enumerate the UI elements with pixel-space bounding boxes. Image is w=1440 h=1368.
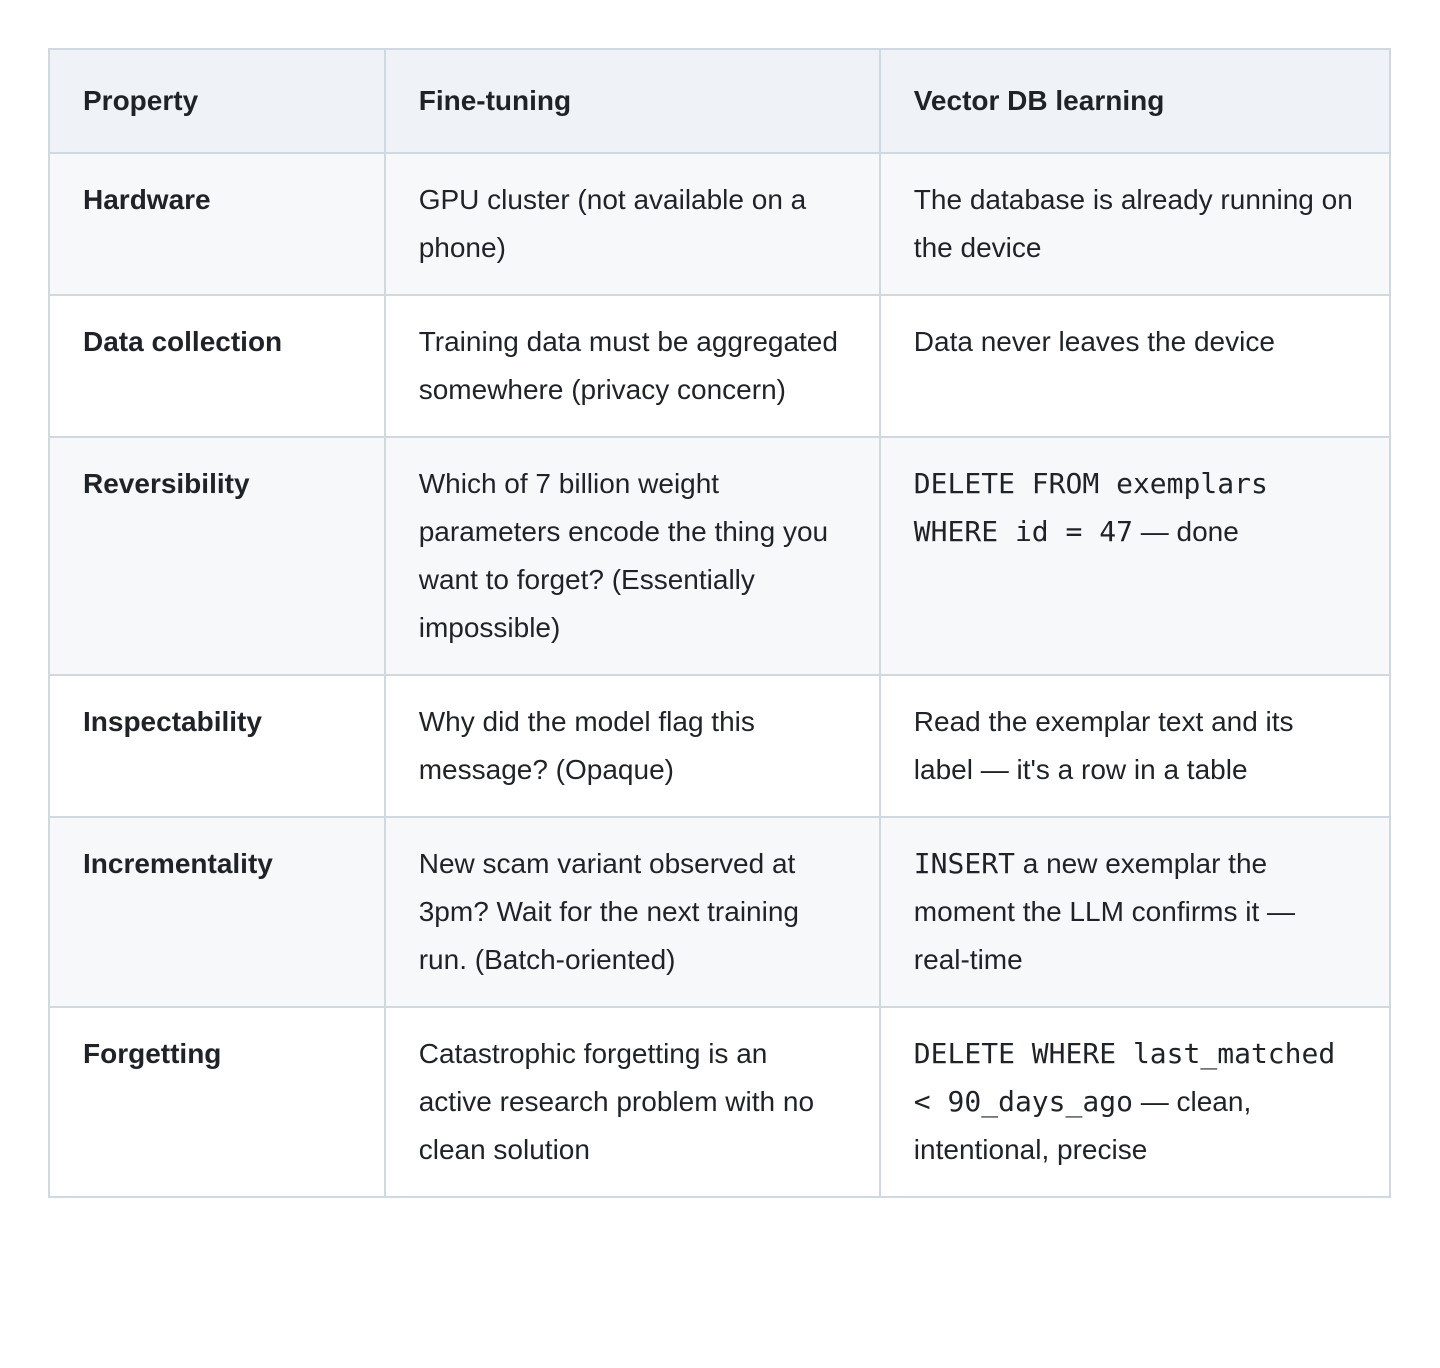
property-cell: Forgetting — [49, 1007, 385, 1197]
table-row — [49, 153, 1390, 295]
table-row — [49, 437, 1390, 675]
header-vector-db: Vector DB learning — [880, 49, 1390, 153]
sql-snippet: INSERT — [913, 847, 1015, 880]
header-row — [49, 49, 1390, 153]
comparison-table — [48, 48, 1391, 1198]
fine-tuning-cell: GPU cluster (not available on a phone) — [385, 153, 880, 295]
table-row — [49, 1007, 1390, 1197]
cell-text: a new exemplar the moment the LLM confirms it — real-time — [913, 848, 1296, 975]
cell-text: The database is already running on the device — [913, 184, 1353, 263]
property-cell: Data collection — [49, 295, 385, 437]
fine-tuning-cell: Training data must be aggregated somewhere (privacy concern) — [385, 295, 880, 437]
vector-db-cell — [880, 675, 1390, 817]
vector-db-cell — [880, 153, 1390, 295]
fine-tuning-cell: Which of 7 billion weight parameters encode the thing you want to forget? (Essentially impossible) — [385, 437, 880, 675]
table-row — [49, 295, 1390, 437]
fine-tuning-cell: Catastrophic forgetting is an active research problem with no clean solution — [385, 1007, 880, 1197]
table-row — [49, 817, 1390, 1007]
cell-text: Read the exemplar text and its label — it's a row in a table — [913, 706, 1294, 785]
vector-db-cell — [880, 1007, 1390, 1197]
sql-snippet: DELETE FROM exemplars WHERE id = 47 — [913, 467, 1268, 548]
vector-db-cell — [880, 817, 1390, 1007]
fine-tuning-cell: Why did the model flag this message? (Opaque) — [385, 675, 880, 817]
vector-db-cell — [880, 437, 1390, 675]
cell-text: — clean, intentional, precise — [913, 1086, 1252, 1165]
cell-text: — done — [1132, 516, 1239, 547]
header-fine-tuning: Fine-tuning — [385, 49, 880, 153]
sql-snippet: DELETE WHERE last_matched < 90_days_ago — [913, 1037, 1336, 1118]
table-row — [49, 675, 1390, 817]
property-cell: Inspectability — [49, 675, 385, 817]
fine-tuning-cell: New scam variant observed at 3pm? Wait for the next training run. (Batch-oriented) — [385, 817, 880, 1007]
property-cell: Hardware — [49, 153, 385, 295]
cell-text: Data never leaves the device — [913, 326, 1275, 357]
property-cell: Reversibility — [49, 437, 385, 675]
vector-db-cell — [880, 295, 1390, 437]
property-cell: Incrementality — [49, 817, 385, 1007]
header-property: Property — [49, 49, 385, 153]
